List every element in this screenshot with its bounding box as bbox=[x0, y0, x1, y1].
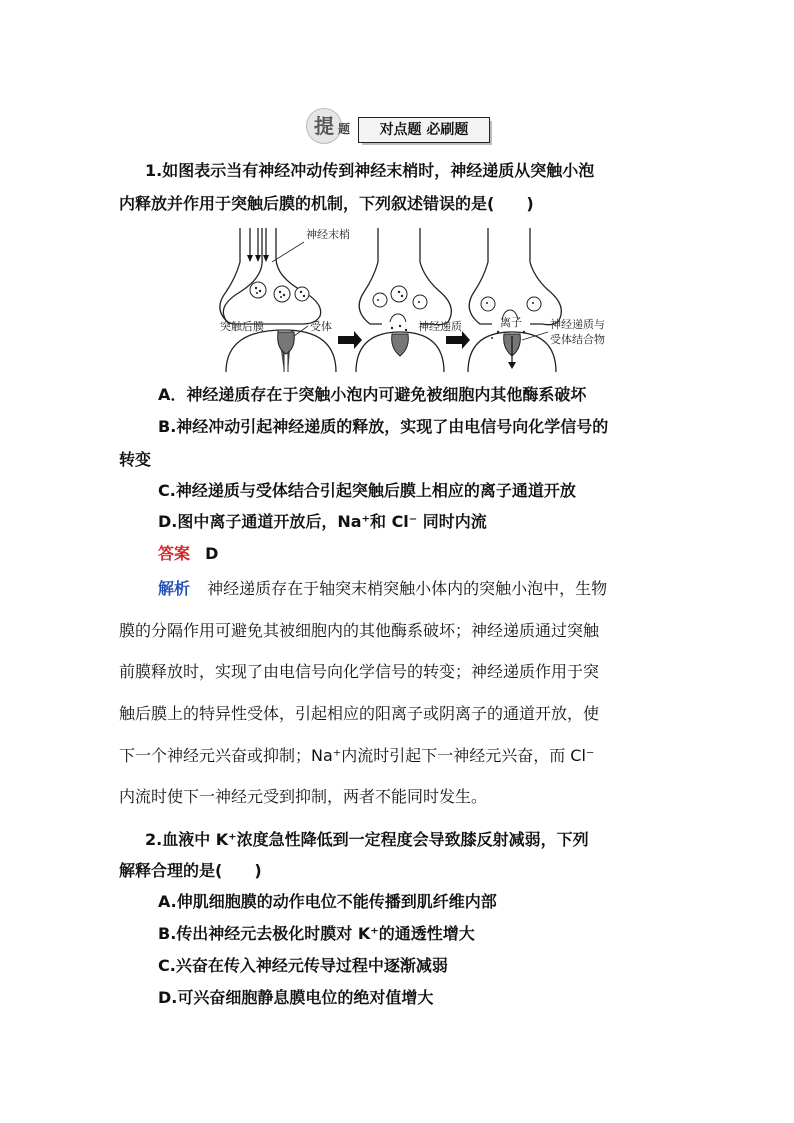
q1-option-c: C.神经递质与受体结合引起突触后膜上相应的离子通道开放 bbox=[158, 481, 576, 500]
q2-option-c: C.兴奋在传入神经元传导过程中逐渐减弱 bbox=[158, 956, 448, 975]
banner-small-text: 题 bbox=[338, 122, 351, 136]
synapse-figure bbox=[206, 222, 618, 372]
answer-label: 答案 bbox=[158, 544, 191, 563]
answer-value: D bbox=[205, 544, 219, 563]
banner-icon: 提 bbox=[306, 108, 342, 144]
arrow-1 bbox=[338, 331, 362, 349]
q1-analysis-line2: 膜的分隔作用可避免其被细胞内的其他酶系破坏；神经递质通过突触 bbox=[119, 621, 600, 640]
arrow-2 bbox=[446, 331, 470, 349]
analysis-text-1: 神经递质存在于轴突末梢突触小体内的突触小泡中，生物 bbox=[207, 579, 608, 598]
q2-stem-line1: 2.血液中 K⁺浓度急性降低到一定程度会导致膝反射减弱，下列 bbox=[145, 830, 589, 849]
label-transmitter: 神经递质 bbox=[418, 320, 462, 333]
label-complex-line1: 神经递质与 bbox=[550, 318, 605, 331]
label-ion: 离子 bbox=[500, 316, 522, 329]
q1-analysis-line5: 下一个神经元兴奋或抑制；Na⁺内流时引起下一神经元兴奋，而 Cl⁻ bbox=[119, 746, 595, 765]
analysis-label: 解析 bbox=[158, 579, 191, 598]
q1-analysis-line3: 前膜释放时，实现了由电信号向化学信号的转变；神经递质作用于突 bbox=[119, 662, 600, 681]
section-banner bbox=[306, 108, 486, 142]
q2-option-b: B.传出神经元去极化时膜对 K⁺的通透性增大 bbox=[158, 924, 475, 943]
q2-stem-line2: 解释合理的是( ) bbox=[119, 861, 262, 880]
label-nerve-ending: 神经末梢 bbox=[306, 228, 350, 241]
q1-option-d: D.图中离子通道开放后，Na⁺和 Cl⁻ 同时内流 bbox=[158, 512, 487, 531]
q1-stem-line1: 1.如图表示当有神经冲动传到神经末梢时，神经递质从突触小泡 bbox=[145, 161, 595, 180]
q1-stem-line2: 内释放并作用于突触后膜的机制，下列叙述错误的是( ) bbox=[119, 194, 534, 213]
synapse-panel-2 bbox=[356, 228, 462, 372]
label-postsynaptic: 突触后膜 bbox=[220, 320, 264, 333]
synapse-panel-1 bbox=[220, 227, 350, 372]
q2-option-d: D.可兴奋细胞静息膜电位的绝对值增大 bbox=[158, 988, 434, 1007]
q1-answer bbox=[158, 543, 218, 565]
label-receptor: 受体 bbox=[310, 320, 332, 333]
q1-analysis-line1 bbox=[158, 578, 607, 600]
q1-option-b-line2: 转变 bbox=[119, 450, 152, 469]
banner-title: 对点题 必刷题 bbox=[358, 117, 490, 143]
synapse-panel-3 bbox=[468, 228, 605, 372]
label-complex-line2: 受体结合物 bbox=[550, 333, 605, 346]
q2-option-a: A.伸肌细胞膜的动作电位不能传播到肌纤维内部 bbox=[158, 892, 497, 911]
q1-option-a: A．神经递质存在于突触小泡内可避免被细胞内其他酶系破坏 bbox=[158, 385, 587, 404]
q1-analysis-line6: 内流时使下一神经元受到抑制，两者不能同时发生。 bbox=[119, 787, 488, 806]
q1-option-b-line1: B.神经冲动引起神经递质的释放，实现了由电信号向化学信号的 bbox=[158, 417, 609, 436]
q1-analysis-line4: 触后膜上的特异性受体，引起相应的阳离子或阴离子的通道开放，使 bbox=[119, 704, 600, 723]
